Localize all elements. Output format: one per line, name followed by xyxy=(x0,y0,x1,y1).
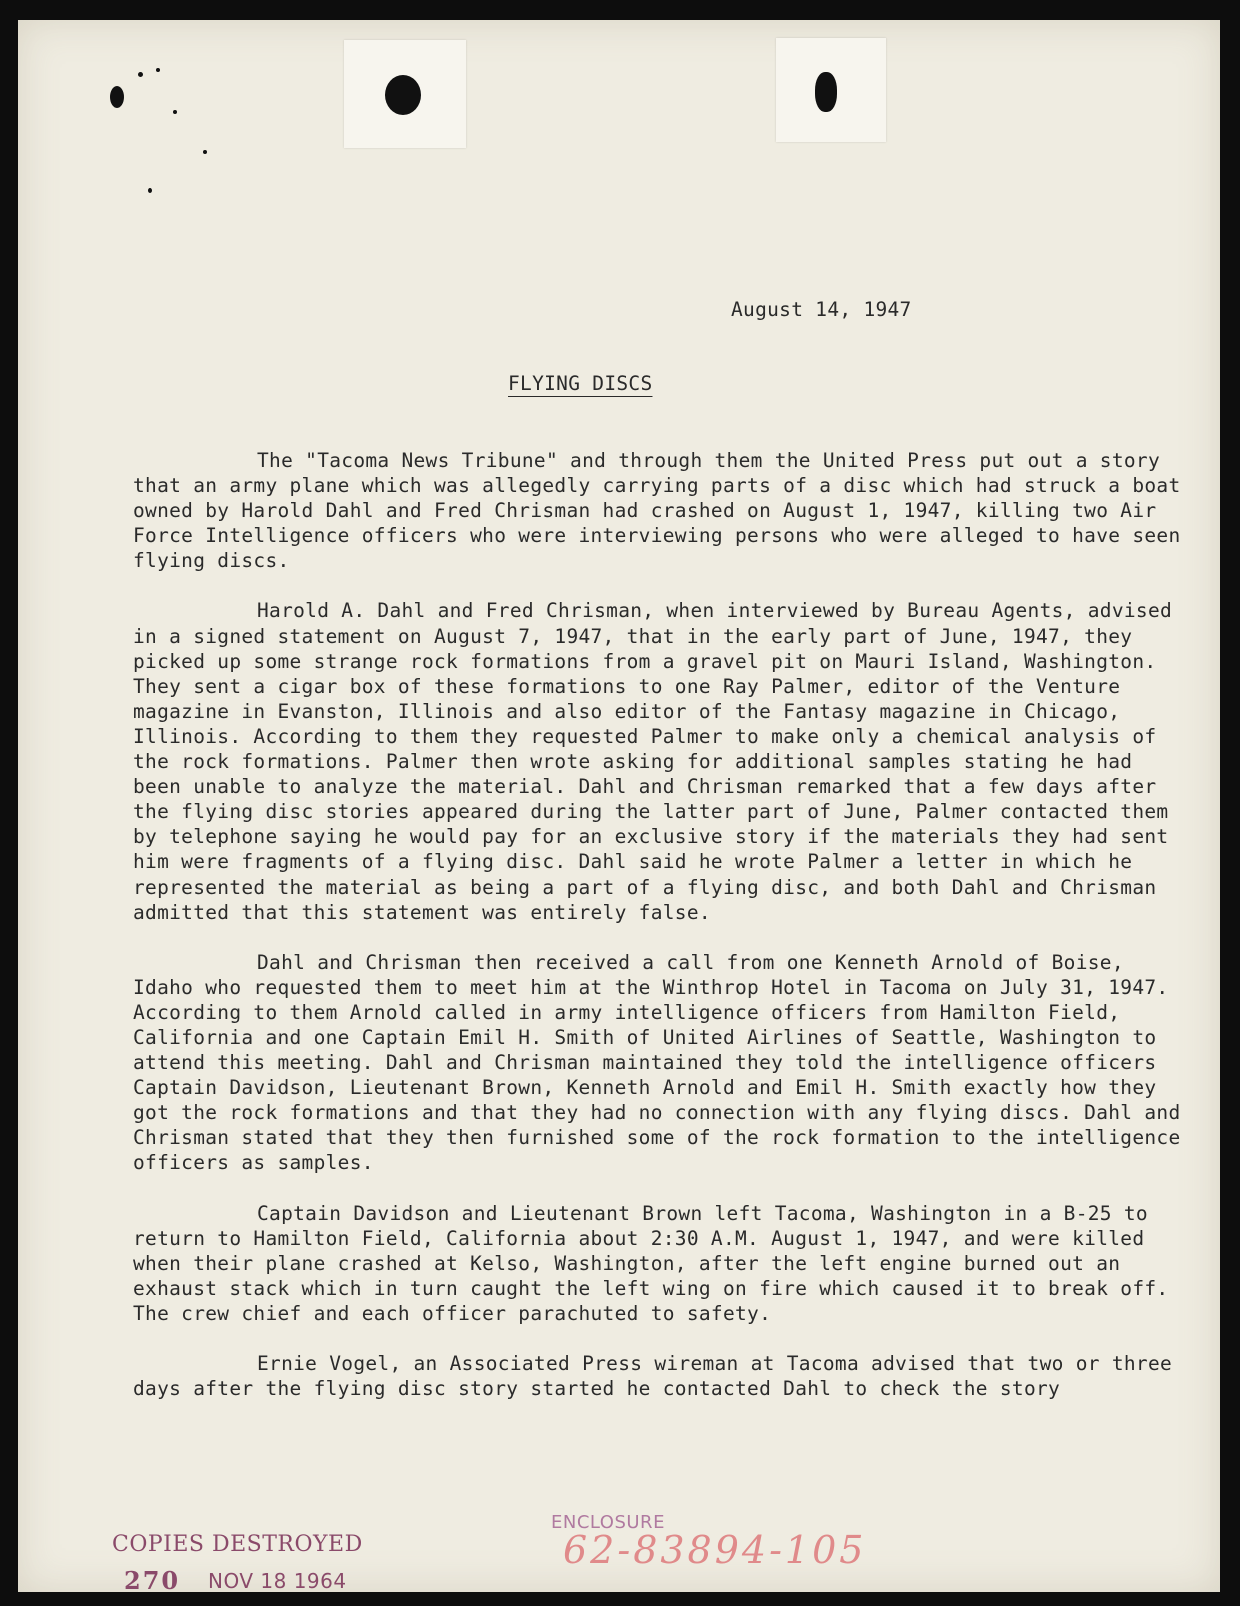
ink-speck xyxy=(110,86,124,108)
ink-speck xyxy=(138,72,143,77)
punch-hole-right xyxy=(815,72,837,112)
paragraph: Harold A. Dahl and Fred Chrisman, when interviewed by Bureau Agents, advised in a signed statement on August 7, 1947, that in the early part of June, 1947, they picked up some strange rock formations from a gravel pit on Mauri Island, Washington. They sent a cigar box of these formations to one Ray Palmer, editor of the Venture magazine in Evanston, Illinois and also editor of the Fantasy magazine in Chicago, Illinois. According to them they requested Palmer to make only a chemical analysis of the rock formations. Palmer then wrote asking for additional samples stating he had been unable to analyze the material. Dahl and Chrisman remarked that a few days after the flying disc stories appeared during the latter part of June, Palmer contacted them by telephone saying he would pay for an exclusive story if the materials they had sent him were fragments of a flying disc. Dahl said he wrote Palmer a letter in which he represented the material as being a part of a flying disc, and both Dahl and Chrisman admitted that this statement was entirely false. xyxy=(133,599,1173,924)
paragraph: Captain Davidson and Lieutenant Brown left Tacoma, Washington in a B-25 to return to Hamilton Field, California about 2:30 A.M. August 1, 1947, and were killed when their plane crashed at Kelso, Washington, after the left engine burned out an exhaust stack which in turn caught the left wing on fire which caused it to break off. The crew chief and each officer parachuted to safety. xyxy=(133,1201,1169,1325)
ink-speck xyxy=(203,150,207,154)
document-page xyxy=(18,20,1220,1595)
copies-destroyed-stamp: COPIES DESTROYED xyxy=(112,1532,363,1557)
document-date: August 14, 1947 xyxy=(731,298,912,321)
ink-speck xyxy=(156,68,160,72)
document-body xyxy=(133,448,1183,1426)
punch-hole-left xyxy=(385,75,421,115)
handwritten-file-number: 62-83894-105 xyxy=(563,1528,867,1572)
paragraph: Ernie Vogel, an Associated Press wireman at Tacoma advised that two or three days after the flying disc story started he contacted Dahl to check the story xyxy=(133,1352,1173,1401)
ink-speck xyxy=(173,110,177,114)
enclosure-stamp: ENCLOSURE xyxy=(551,1512,665,1533)
stamp-date: NOV 18 1964 xyxy=(208,1569,347,1593)
paragraph: Dahl and Chrisman then received a call from one Kenneth Arnold of Boise, Idaho who requested them to meet him at the Winthrop Hotel in Tacoma on July 31, 1947. According to them Arnold called in army intelligence officers from Hamilton Field, California and one Captain Emil H. Smith of United Airlines of Seattle, Washington to attend this meeting. Dahl and Chrisman maintained they told the intelligence officers Captain Davidson, Lieutenant Brown, Kenneth Arnold and Emil H. Smith exactly how they got the rock formations and that they had no connection with any flying discs. Dahl and Chrisman stated that they then furnished some of the rock formation to the intelligence officers as samples. xyxy=(133,950,1181,1175)
document-title: FLYING DISCS xyxy=(508,372,653,395)
ink-speck xyxy=(148,188,152,193)
stamp-number: 270 xyxy=(124,1566,181,1595)
paragraph: The "Tacoma News Tribune" and through them the United Press put out a story that an army plane which was allegedly carrying parts of a disc which had struck a boat owned by Harold Dahl and Fred Chrisman had crashed on August 1, 1947, killing two Air Force Intelligence officers who were interviewing persons who were alleged to have seen flying discs. xyxy=(133,449,1181,573)
